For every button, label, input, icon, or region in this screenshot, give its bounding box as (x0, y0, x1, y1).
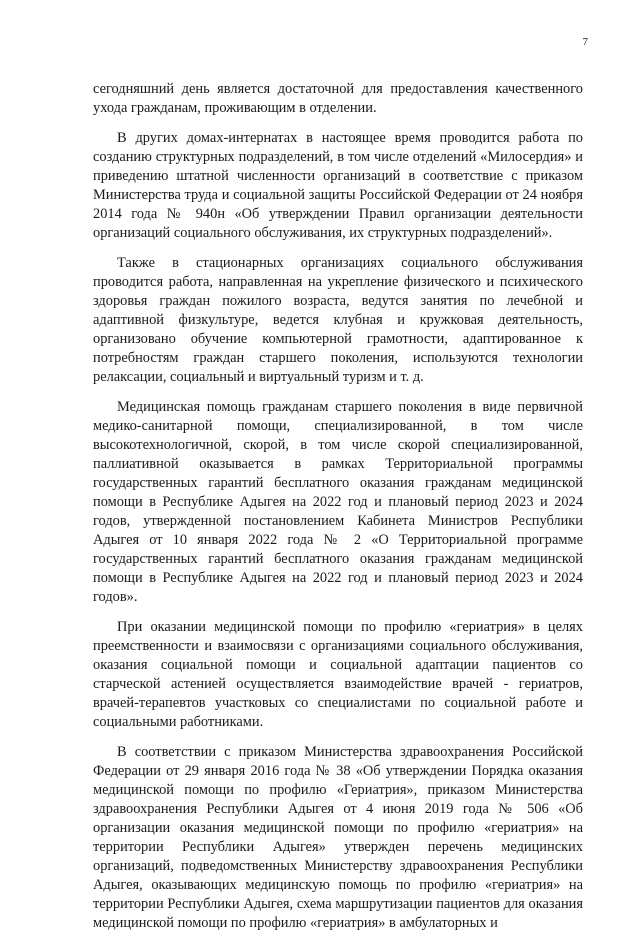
paragraph-geriatrics-interaction: При оказании медицинской помощи по профилю «гериатрия» в целях преемственности и взаимосвязи с организациями социального обслуживания, оказания социальной помощи и социальной адаптации пациентов со старческой астенией осуществляется взаимодействие врачей - гериатров, врачей-терапевтов участковых со специалистами по социальной работе и социальными работниками. (93, 619, 583, 730)
paragraph-continuation: сегодняшний день является достаточной для предоставления качественного ухода гражданам, проживающим в отделении. (93, 81, 583, 116)
paragraph-medical-care-program: Медицинская помощь гражданам старшего поколения в виде первичной медико-санитарной помощи, специализированной, в том числе высокотехнологичной, скорой, в том числе скорой специализированной, паллиативной оказывается в рамках Территориальной программы государственных гарантий бесплатного оказания гражданам медицинской помощи в Республике Адыгея на 2022 год и плановый период 2023 и 2024 годов, утвержденной постановлением Кабинета Министров Республики Адыгея от 10 января 2022 года № 2 «О Территориальной программе государственных гарантий бесплатного оказания гражданам медицинской помощи в Республике Адыгея на 2022 год и плановый период 2023 и 2024 годов». (93, 399, 583, 605)
paragraph-structural-units: В других домах-интернатах в настоящее время проводится работа по созданию структурных подразделений, в том числе отделений «Милосердия» и приведению штатной численности организаций в соответствие с приказом Министерства труда и социальной защиты Российской Федерации от 24 ноября 2014 года № 940н «Об утверждении Правил организации деятельности организаций социального обслуживания, их структурных подразделений». (93, 130, 583, 241)
page-number: 7 (582, 36, 588, 48)
paragraph-health-activities: Также в стационарных организациях социального обслуживания проводится работа, направленная на укрепление физического и психического здоровья граждан пожилого возраста, ведутся занятия по лечебной и адаптивной физкультуре, ведется клубная и кружковая деятельность, организовано обучение компьютерной грамотности, адаптированное к потребностям граждан старшего поколения, используются технологии релаксации, социальный и виртуальный туризм и т. д. (93, 255, 583, 385)
paragraph-geriatrics-orders: В соответствии с приказом Министерства здравоохранения Российской Федерации от 29 января 2016 года № 38 «Об утверждении Порядка оказания медицинской помощи по профилю «Гериатрия», приказом Министерства здравоохранения Республики Адыгея от 4 июня 2019 года № 506 «Об организации оказания медицинской помощи по профилю «гериатрия» на территории Республики Адыгея» утвержден перечень медицинских организаций, подведомственных Министерству здравоохранения Республики Адыгея, оказывающих медицинскую помощь по профилю «гериатрия» на территории Республики Адыгея, схема маршрутизации пациентов для оказания медицинской помощи по профилю «гериатрия» в амбулаторных и (93, 744, 583, 931)
page-body (93, 80, 583, 933)
